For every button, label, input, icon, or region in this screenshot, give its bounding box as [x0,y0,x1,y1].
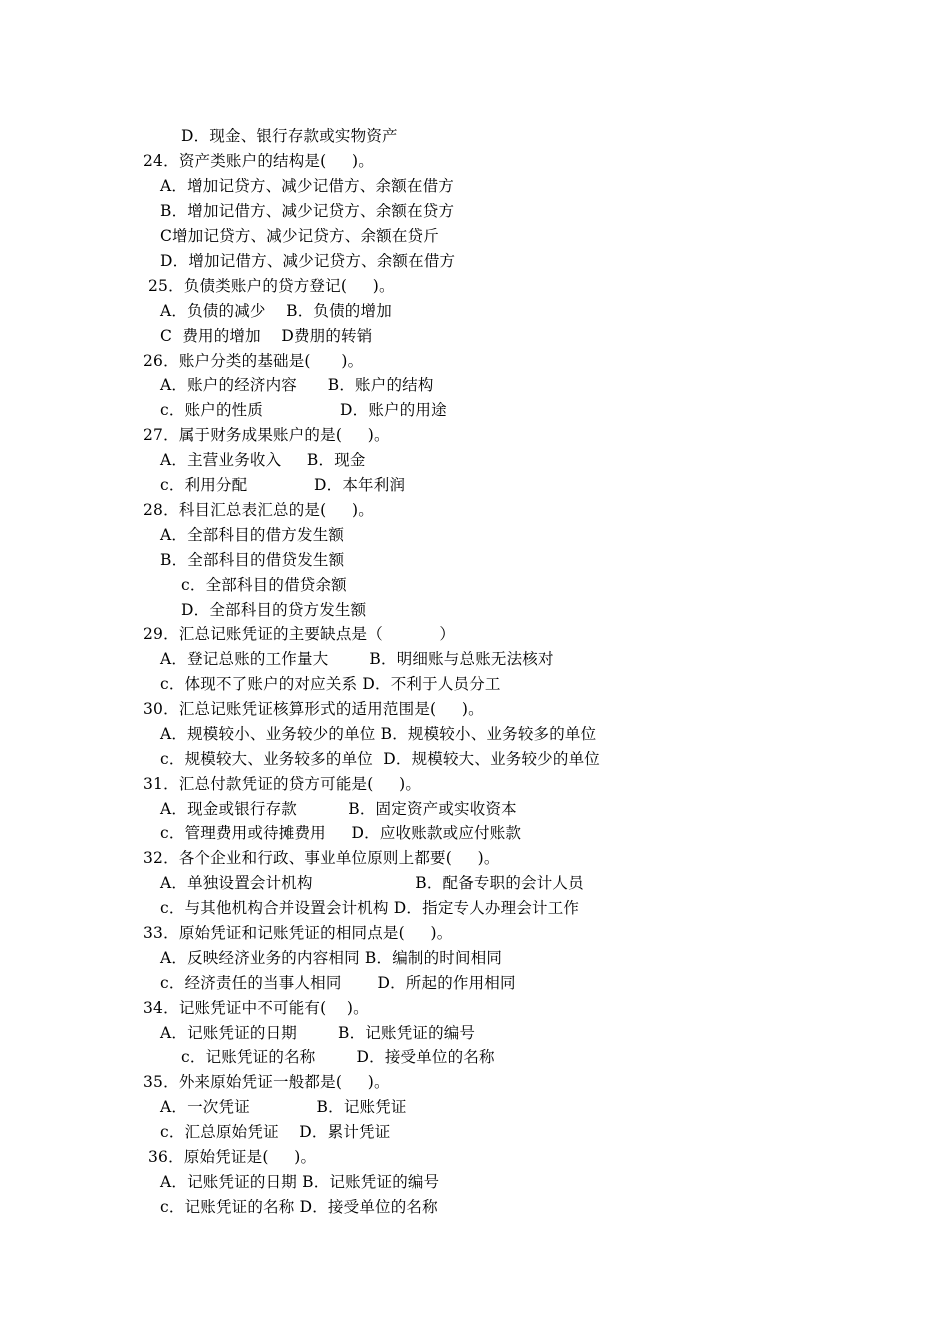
option-line: A．反映经济业务的内容相同 B．编制的时间相同 [160,949,503,967]
option-line: A．账户的经济内容 B．账户的结构 [160,376,434,394]
option-line: A．规模较小、业务较少的单位 B．规模较小、业务较多的单位 [160,725,597,743]
option-line: B．增加记借方、减少记贷方、余额在贷方 [160,202,455,220]
question-line: 27．属于财务成果账户的是( )。 [143,426,390,444]
question-line: 33．原始凭证和记账凭证的相同点是( )。 [143,924,453,942]
option-line: c．管理费用或待摊费用 D．应收账款或应付账款 [160,824,522,842]
option-line: c．体现不了账户的对应关系 D．不利于人员分工 [160,675,501,693]
question-line: 35．外来原始凭证一般都是( )。 [143,1073,390,1091]
question-line: 28．科目汇总表汇总的是( )。 [143,501,374,519]
question-line: 32．各个企业和行政、事业单位原则上都要( )。 [143,849,500,867]
option-line: c．记账凭证的名称 D．接受单位的名称 [160,1198,438,1216]
option-line: D．全部科目的贷方发生额 [181,601,367,619]
option-line: A．增加记贷方、减少记借方、余额在借方 [160,177,454,195]
question-line: 30．汇总记账凭证核算形式的适用范围是( )。 [143,700,484,718]
option-line: c．与其他机构合并设置会计机构 D．指定专人办理会计工作 [160,899,580,917]
option-line: A．登记总账的工作量大 B．明细账与总账无法核对 [160,650,554,668]
option-line: c．规模较大、业务较多的单位 D．规模较大、业务较少的单位 [160,750,600,768]
option-line: A．主营业务收入 B．现金 [160,451,366,469]
option-line: D．增加记借方、减少记贷方、余额在借方 [160,252,456,270]
option-line: c．经济责任的当事人相同 D．所起的作用相同 [160,974,516,992]
question-line: 31．汇总付款凭证的贷方可能是( )。 [143,775,422,793]
question-line: 25．负债类账户的贷方登记( )。 [148,277,395,295]
question-line: 29．汇总记账凭证的主要缺点是（ ） [143,625,456,643]
option-line: C 费用的增加 D费朋的转销 [160,327,373,345]
option-line: A．一次凭证 B．记账凭证 [160,1098,407,1116]
question-line: 34．记账凭证中不可能有( )。 [143,999,369,1017]
option-line: A．记账凭证的日期 B．记账凭证的编号 [160,1173,440,1191]
option-line: c．记账凭证的名称 D．接受单位的名称 [181,1048,495,1066]
option-line: B．全部科目的借贷发生额 [160,551,345,569]
question-line: 26．账户分类的基础是( )。 [143,352,364,370]
option-line: C增加记贷方、减少记贷方、余额在贷斤 [160,227,439,245]
question-line: 36．原始凭证是( )。 [148,1148,317,1166]
option-line: A．负债的减少 B．负债的增加 [160,302,392,320]
option-line: A．现金或银行存款 B．固定资产或实收资本 [160,800,517,818]
option-line: A．全部科目的借方发生额 [160,526,345,544]
option-line: c．利用分配 D．本年利润 [160,476,406,494]
question-line: 24．资产类账户的结构是( )。 [143,152,374,170]
option-line: A．记账凭证的日期 B．记账凭证的编号 [160,1024,476,1042]
option-line: D．现金、银行存款或实物资产 [181,127,398,145]
option-line: A．单独设置会计机构 B．配备专职的会计人员 [160,874,584,892]
option-line: c．账户的性质 D．账户的用途 [160,401,447,419]
option-line: c．汇总原始凭证 D．累计凭证 [160,1123,391,1141]
option-line: c．全部科目的借贷余额 [181,576,347,594]
